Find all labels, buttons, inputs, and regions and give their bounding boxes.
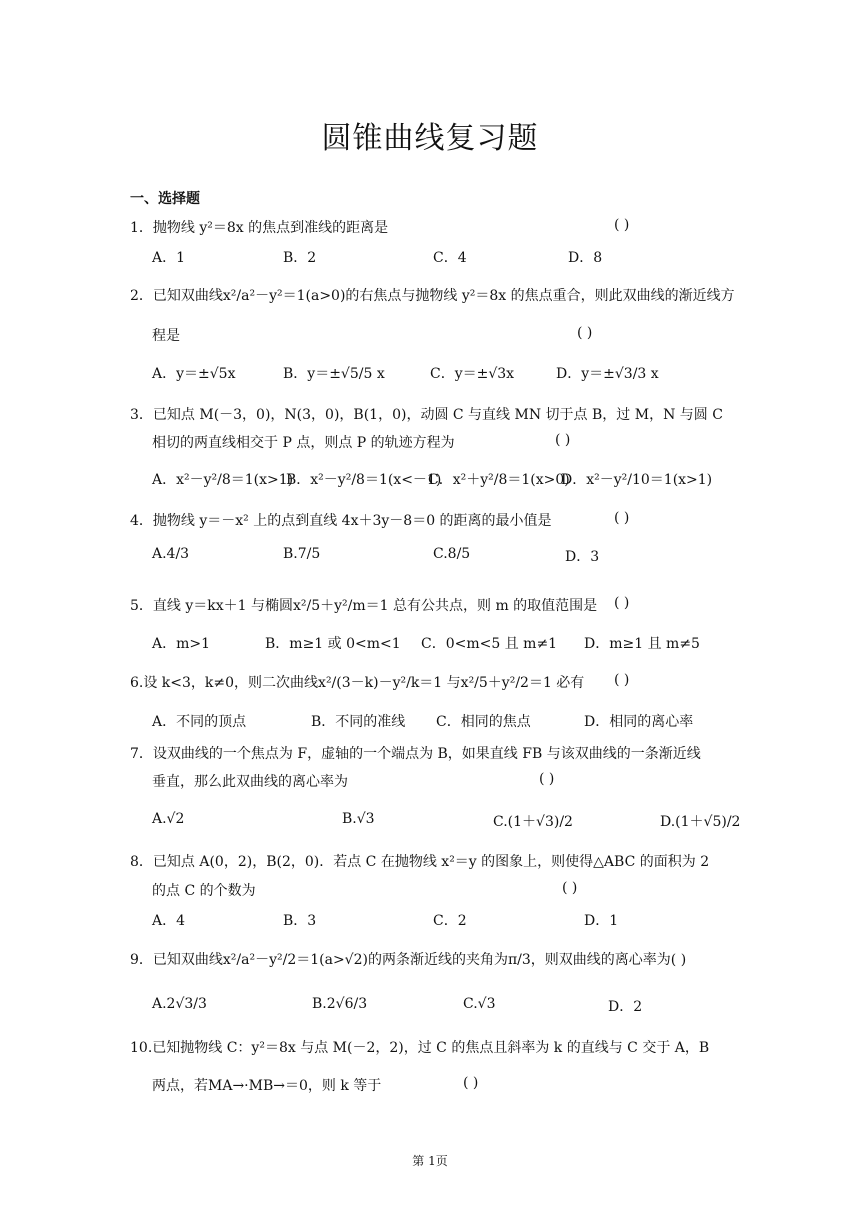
- question-9-option-c: C.√3: [463, 996, 496, 1012]
- question-5-answer-blank: ( ): [614, 595, 630, 611]
- page-number: 第 1页: [412, 1154, 448, 1168]
- question-9-option-b: B.2√6/3: [312, 996, 368, 1012]
- question-5-stem: 5．直线 y＝kx＋1 与椭圆x²/5＋y²/m＝1 总有公共点，则 m 的取值范围是: [130, 598, 598, 614]
- question-9-option-a: A.2√3/3: [152, 996, 207, 1012]
- question-2-stem: 2．已知双曲线x²/a²－y²＝1(a>0)的右焦点与抛物线 y²＝8x 的焦点重合，则此双曲线的渐近线方: [130, 288, 735, 304]
- question-7-option-a: A.√2: [152, 811, 185, 827]
- question-4-option-d: D．3: [565, 549, 600, 565]
- question-6-option-b: B．不同的准线: [311, 714, 406, 730]
- question-9-option-d: D．2: [608, 999, 643, 1015]
- question-3-option-a: A．x²－y²/8＝1(x>1): [152, 472, 294, 488]
- question-7-option-c: C.(1＋√3)/2: [493, 814, 573, 830]
- question-9-stem: 9．已知双曲线x²/a²－y²/2＝1(a>√2)的两条渐近线的夹角为π/3，则双曲线的离心率为( ): [130, 952, 687, 968]
- question-6-option-a: A．不同的顶点: [152, 714, 247, 730]
- question-7-stem-cont: 垂直，那么此双曲线的离心率为: [152, 774, 348, 790]
- question-4-stem: 4．抛物线 y＝－x² 上的点到直线 4x＋3y－8＝0 的距离的最小值是: [130, 513, 552, 529]
- question-5-option-c: C．0<m<5 且 m≠1: [421, 636, 558, 652]
- section-heading: 一、选择题: [130, 191, 200, 207]
- question-7-option-b: B.√3: [342, 811, 375, 827]
- question-2-stem-cont: 程是: [152, 328, 180, 344]
- question-3-option-d: D．x²－y²/10＝1(x>1): [561, 472, 713, 488]
- question-6-stem: 6.设 k<3，k≠0，则二次曲线x²/(3－k)－y²/k＝1 与x²/5＋y²/2＝1 必有: [130, 675, 585, 691]
- question-8-stem: 8．已知点 A(0，2)，B(2，0)．若点 C 在抛物线 x²＝y 的图象上，则使得△ABC 的面积为 2: [130, 854, 710, 870]
- question-1-option-b: B．2: [283, 250, 317, 266]
- page-title: 圆锥曲线复习题: [321, 121, 539, 156]
- question-2-option-d: D．y＝±√3/3 x: [556, 366, 659, 382]
- question-10-stem: 10.已知抛物线 C：y²＝8x 与点 M(－2，2)，过 C 的焦点且斜率为 k 的直线与 C 交于 A，B: [130, 1040, 710, 1056]
- question-1-option-a: A．1: [152, 250, 186, 266]
- question-7-stem: 7．设双曲线的一个焦点为 F，虚轴的一个端点为 B，如果直线 FB 与该双曲线的一条渐近线: [130, 746, 701, 762]
- question-3-option-b: B．x²－y²/8＝1(x<－1): [286, 472, 442, 488]
- question-8-option-d: D．1: [584, 913, 619, 929]
- question-2-answer-blank: ( ): [577, 325, 593, 341]
- question-10-answer-blank: ( ): [463, 1075, 479, 1091]
- question-3-answer-blank: ( ): [555, 432, 571, 448]
- question-2-option-c: C．y＝±√3x: [430, 366, 515, 382]
- question-4-option-a: A.4/3: [152, 546, 190, 562]
- question-3-stem: 3．已知点 M(－3，0)，N(3，0)，B(1，0)，动圆 C 与直线 MN 切于点 B，过 M，N 与圆 C: [130, 407, 723, 423]
- question-5-option-a: A．m>1: [152, 636, 211, 652]
- question-1-option-c: C．4: [433, 250, 467, 266]
- question-8-answer-blank: ( ): [562, 880, 578, 896]
- question-4-option-b: B.7/5: [283, 546, 321, 562]
- question-8-option-c: C．2: [433, 913, 467, 929]
- question-6-option-d: D．相同的离心率: [584, 714, 694, 730]
- question-4-option-c: C.8/5: [433, 546, 471, 562]
- question-8-stem-cont: 的点 C 的个数为: [152, 883, 256, 899]
- question-8-option-b: B．3: [283, 913, 317, 929]
- question-8-option-a: A．4: [152, 913, 186, 929]
- question-10-stem-cont: 两点，若MA→·MB→＝0，则 k 等于: [152, 1078, 382, 1094]
- question-2-option-a: A．y＝±√5x: [152, 366, 236, 382]
- question-5-option-d: D．m≥1 且 m≠5: [584, 636, 700, 652]
- question-7-answer-blank: ( ): [539, 771, 555, 787]
- question-5-option-b: B．m≥1 或 0<m<1: [265, 636, 401, 652]
- question-6-answer-blank: ( ): [614, 672, 630, 688]
- question-2-option-b: B．y＝±√5/5 x: [283, 366, 385, 382]
- question-3-stem-cont: 相切的两直线相交于 P 点，则点 P 的轨迹方程为: [152, 435, 455, 451]
- question-7-option-d: D.(1＋√5)/2: [660, 814, 741, 830]
- question-6-option-c: C．相同的焦点: [436, 714, 531, 730]
- question-4-answer-blank: ( ): [614, 510, 630, 526]
- question-3-option-c: C．x²＋y²/8＝1(x>0): [428, 472, 570, 488]
- question-1-option-d: D．8: [568, 250, 603, 266]
- question-1-stem: 1．抛物线 y²＝8x 的焦点到准线的距离是: [130, 220, 389, 236]
- question-1-answer-blank: ( ): [614, 217, 630, 233]
